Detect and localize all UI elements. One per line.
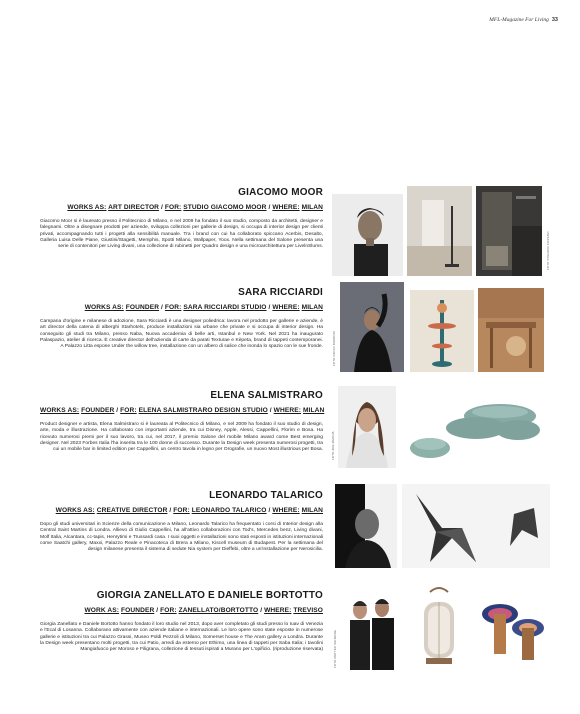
- profile-text: [40, 186, 323, 255]
- profile-role-line: WORKS AS: CREATIVE DIRECTOR / FOR: LEONARDO TALARICO / WHERE: MILAN: [55, 507, 323, 514]
- profile-name: ELENA SALMISTRARO: [210, 389, 323, 401]
- profile-giacomo-moor: [40, 186, 560, 278]
- profile-name: GIACOMO MOOR: [238, 186, 323, 198]
- profile-text: [40, 389, 323, 458]
- portrait-photo: [335, 484, 397, 568]
- profile-text: [40, 589, 323, 658]
- product-photo-wood: [478, 288, 544, 372]
- profile-zanellato-bortotto: [40, 584, 560, 684]
- profile-bio: Giorgia Zanellato e Daniele Bortotto hanno fondato il loro studio nel 2013, dopo aver completato gli studi presso lo Iuav di Venezia e l'Ecal di Losanna. Collaborano attivamente con aziende italiane e internazionali. Le loro opere sono state esposte in numerose gallerie e istituzioni tra cui Palazzo Grassi, Museo Poldi Pezzoli di Milano, Somerset house e The Aram gallery a Londra. Durante la Design week presentano molti progetti, tra cui Patio, arredi da esterno per Ethimo, una linea di tappeti per Saba Italia; i tavolini Mangiafuoco per Moroso e Filigrana, collezione di tessuti ispirati a Murano per L'opificio. (riproduzione riservata): [40, 622, 323, 652]
- portrait-photo: [342, 584, 400, 670]
- profile-bio: Giacomo Moor si è laureato presso il Politecnico di Milano, e nel 2009 ha fondato il suo studio, composto da architetti, designer e falegnami. Oltre a disegnare prodotti per aziende, sviluppa collezioni per gallerie di design, si occupa di interior design per clienti privati, accompagnando tutti i progetti alla sensibilità manuale. Tra i brand con cui ha collaborato spiccano Acerbis, Desalto, Galleria Luisa Delle Piane, Giustini/Stagetti, Memphis, Spotti Milano, Wallpaper, Yoox. Nella settimana del Salone presenta una serie di contenitori per Living divani, una collezione di rubinetti per Quadro design e una microarchitettura per LivelnSlums.: [40, 219, 323, 249]
- profile-bio: Campana d'origine e milanese di adozione, Sara Ricciardi è una designer poliedrica: lavora nel prodotto per gallerie e aziende, è art director della catena di alberghi Starhotels, produce installazioni sia urbane che private e si occupa di interior design. Ha conseguito gli studi tra Milano, presso Naba, Nuova accademia di belle arti, Istanbul e New York. Nel 2021 ha inaugurato Palaspazio, atelier di ricerca. È creative director dell'azienda di carte da parati Texturae e Kèpeta, brand di tappeti contemporanei. A Palazzo Litta espone Under the willow tree, installazione con un albero di salice che inonda lo spazio con le sue fronde.: [40, 319, 323, 349]
- profile-sara-ricciardi: [40, 282, 560, 378]
- profile-role-line: WORKS AS: ART DIRECTOR / FOR: STUDIO GIACOMO MOOR / WHERE: MILAN: [67, 204, 323, 211]
- portrait-photo: [332, 194, 403, 276]
- magazine-name: MFL-Magazine For Living: [489, 17, 549, 23]
- profile-bio: Dopo gli studi universitari in Scienze della comunicazione a Milano, Leonardo Talarico ha frequentato i corsi di Interior design alla Central Saint Martins di Londra. Allievo di Giulio Cappellini, ha all'attivo collaborazioni con Tod's, Mercedes benz, Living divani, Molf Italia, Alcantara, cc-tapis, Henrytimi e Trussardi casa. I suoi oggetti e installazioni sono stati esposti in istituzioni internazionali come Saatchi gallery, Maxxi, Palazzo Reale e Pinacoteca di Brera a Milano, Kiscell museum di Budapest. Per la settimana del design milanese presenta il sistema di sedute Nia system per Dieffebi, oltre a un'installazione per Nerosicilia.: [40, 522, 323, 552]
- profile-name: LEONARDO TALARICO: [209, 489, 323, 501]
- product-photo-chair: [402, 484, 550, 568]
- profile-leonardo-talarico: [40, 484, 560, 574]
- profile-text: [40, 286, 323, 355]
- profile-role-line: WORKS AS: FOUNDER / FOR: SARA RICCIARDI STUDIO / WHERE: MILAN: [84, 304, 323, 311]
- page-number: 33: [551, 17, 558, 23]
- product-photo-tables: [478, 584, 550, 670]
- profile-text: [40, 489, 323, 558]
- profile-role-line: WORK AS: FOUNDER / FOR: ZANELLATO/BORTOTTO / WHERE: TREVISO: [84, 607, 323, 614]
- photo-credit: FOTO ANE MEDINA: [331, 431, 335, 460]
- portrait-photo: [338, 386, 396, 468]
- profile-bio: Product designer e artista, Elena Salmistraro si è laureata al Politecnico di Milano, e nel 2009 ha fondato il suo studio di design, arte, moda e illustrazione. Ha collaborato con importanti aziende, tra cui Disney, Apple, Alessi, Cappellini, Florim e Bosa. Ha ricevuto numerosi premi per il suo lavoro, tra cui, nel 2017, il premio Salone del mobile Milano award come Best emerging designer. Nel 2023 Forbes Italia l'ha inserita tra le 100 donne di successo. Durante la Design week presenta numerosi progetti, tra cui un mobile bar in limited edition per Cappellini, un centro tavola in legno per Orografie, un nuovo Most illustrious per Bosa.: [40, 422, 323, 452]
- photo-credit: FOTO STEFANO CASSANI: [546, 231, 550, 270]
- profile-elena-salmistraro: [40, 386, 560, 476]
- profile-name: SARA RICCIARDI: [238, 286, 323, 298]
- profile-name: GIORGIA ZANELLATO E DANIELE BORTOTTO: [96, 589, 323, 601]
- profile-role-line: WORKS AS: FOUNDER / FOR: ELENA SALMISTRARO DESIGN STUDIO / WHERE: MILAN: [40, 407, 325, 414]
- product-photo-sofa: [400, 386, 550, 468]
- product-photo-totem: [410, 290, 474, 372]
- product-photo-dark: [476, 186, 542, 276]
- product-photo-lantern: [406, 584, 472, 670]
- product-photo-interior: [407, 186, 472, 276]
- running-head: [489, 17, 558, 23]
- photo-credit: FOTO PAOLO BARBONI: [332, 331, 336, 366]
- photo-credit: FOTO MATTEO SALMONE: [333, 629, 337, 668]
- portrait-photo: [340, 282, 404, 372]
